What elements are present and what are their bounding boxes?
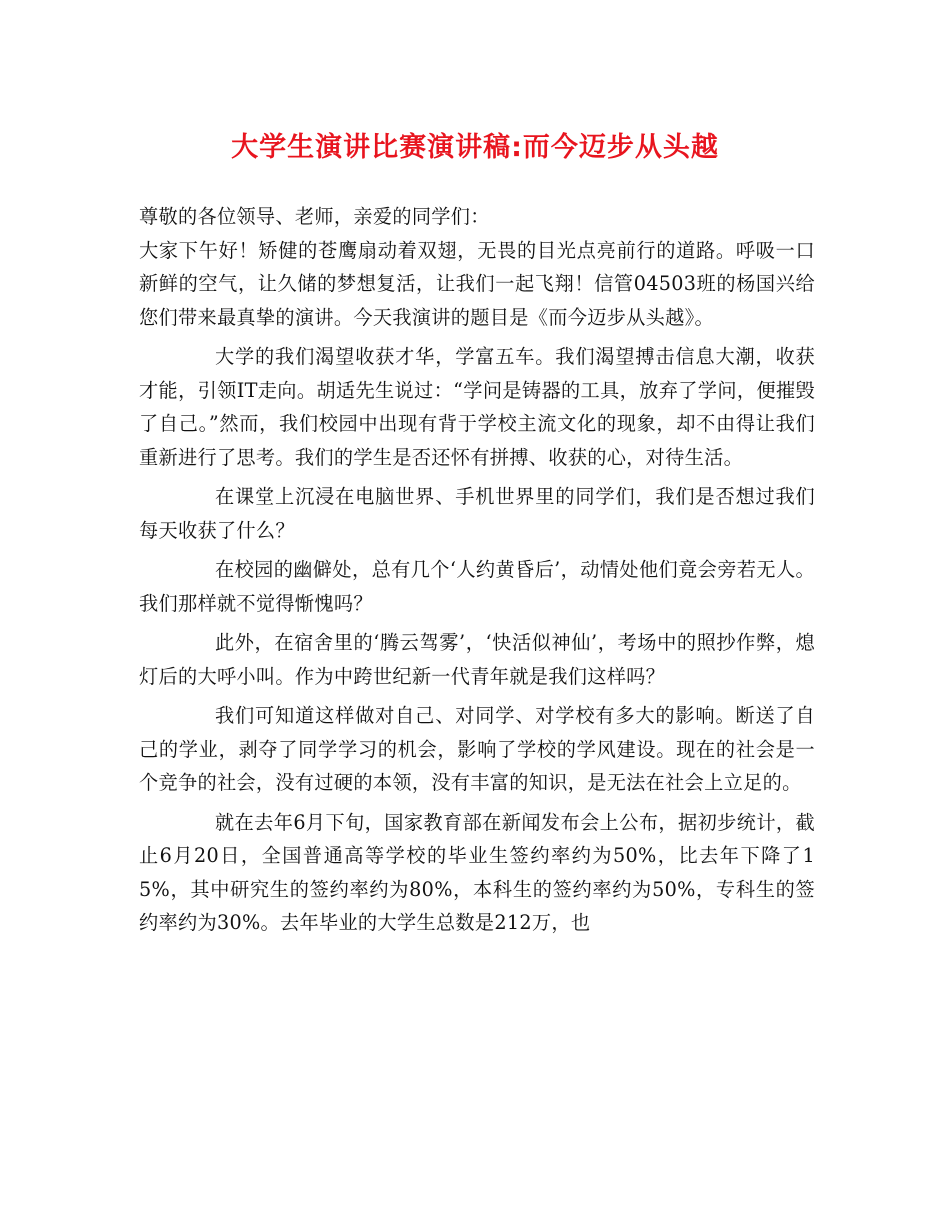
paragraph-2: 大学的我们渴望收获才华，学富五车。我们渴望搏击信息大潮，收获才能，引领IT走向。胡适先生说过：“学问是铸器的工具，放弃了学问，便摧毁了自己。”然而，我们校园中出现有背于学校主流文化的现象，却不由得让我们重新进行了思考。我们的学生是否还怀有拼搏、收获的心，对待生活。 — [139, 345, 815, 469]
document-body — [139, 200, 815, 940]
paragraph-6: 我们可知道这样做对自己、对同学、对学校有多大的影响。断送了自己的学业，剥夺了同学学习的机会，影响了学校的学风建设。现在的社会是一个竞争的社会，没有过硬的本领，没有丰富的知识，是无法在社会上立足的。 — [139, 704, 815, 794]
document-title: 大学生演讲比赛演讲稿:而今迈步从头越 — [231, 132, 719, 163]
paragraph-5: 此外，在宿舍里的‘腾云驾雾’，‘快活似神仙’，考场中的照抄作弊，熄灯后的大呼小叫。作为中跨世纪新一代青年就是我们这样吗？ — [139, 631, 815, 688]
greeting-line: 尊敬的各位领导、老师，亲爱的同学们： — [139, 205, 490, 228]
paragraph-opening: 大家下午好！矫健的苍鹰扇动着双翅，无畏的目光点亮前行的道路。呼吸一口新鲜的空气，让久储的梦想复活，让我们一起飞翔！信管04503班的杨国兴给您们带来最真挚的演讲。今天我演讲的题目是《而今迈步从头越》。 — [139, 238, 815, 329]
paragraph-7: 就在去年6月下旬，国家教育部在新闻发布会上公布，据初步统计，截止6月20日，全国普通高等学校的毕业生签约率约为50%，比去年下降了15%，其中研究生的签约率约为80%，本科生的签约率约为50%，专科生的签约率约为30%。去年毕业的大学生总数是212万，也 — [139, 810, 815, 934]
paragraph-3: 在课堂上沉浸在电脑世界、手机世界里的同学们，我们是否想过我们每天收获了什么？ — [139, 485, 815, 542]
paragraph-4: 在校园的幽僻处，总有几个‘人约黄昏后’，动情处他们竟会旁若无人。我们那样就不觉得惭愧吗？ — [139, 558, 815, 615]
